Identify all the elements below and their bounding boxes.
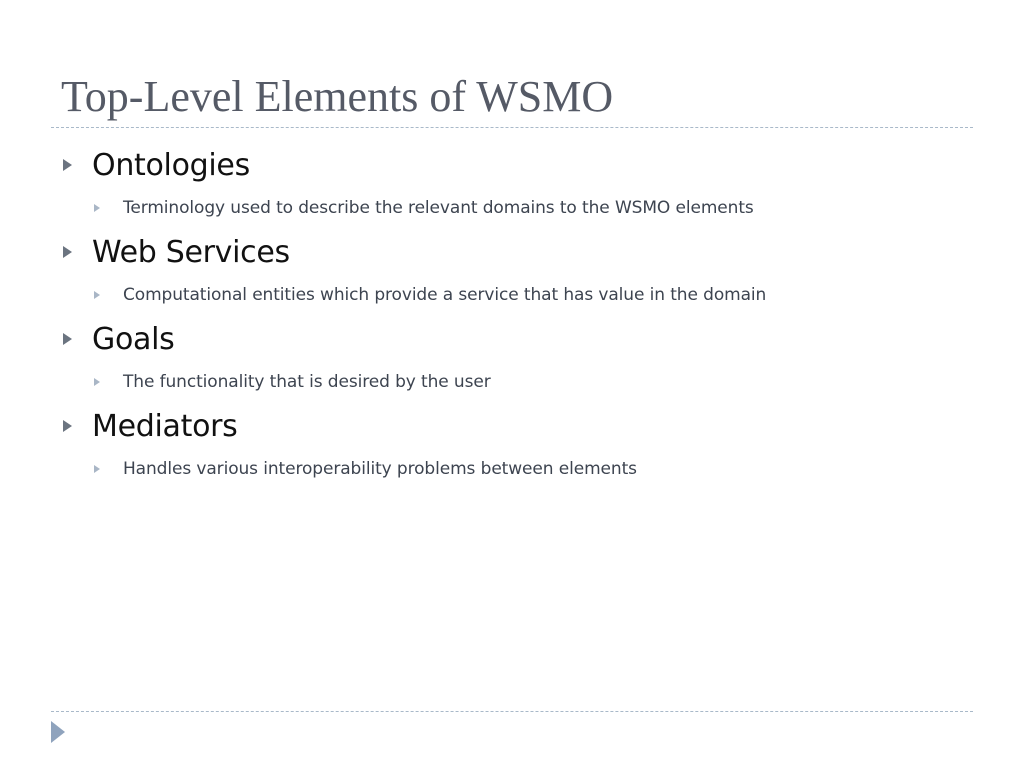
sub-bullet-item-web-services	[94, 283, 766, 307]
bullet-label: Web Services	[92, 234, 290, 270]
bullet-item-mediators	[63, 406, 237, 446]
bullet-label: Mediators	[92, 408, 238, 444]
triangle-right-icon	[63, 420, 72, 432]
footer-divider	[51, 711, 973, 712]
triangle-right-icon	[63, 246, 72, 258]
slide-title: Top-Level Elements of WSMO	[61, 72, 614, 121]
small-triangle-right-icon	[94, 291, 100, 299]
next-slide-arrow-icon[interactable]	[51, 721, 65, 743]
sub-bullet-item-goals	[94, 370, 491, 394]
small-triangle-right-icon	[94, 378, 100, 386]
sub-bullet-label: Computational entities which provide a service that has value in the domain	[123, 285, 767, 305]
bullet-label: Ontologies	[92, 147, 250, 183]
sub-bullet-label: The functionality that is desired by the user	[123, 372, 491, 392]
bullet-label: Goals	[92, 321, 175, 357]
small-triangle-right-icon	[94, 204, 100, 212]
sub-bullet-item-mediators	[94, 457, 637, 481]
small-triangle-right-icon	[94, 465, 100, 473]
sub-bullet-label: Handles various interoperability problems between elements	[123, 459, 637, 479]
sub-bullet-item-ontologies	[94, 196, 754, 220]
triangle-right-icon	[63, 159, 72, 171]
bullet-item-web-services	[63, 232, 290, 272]
triangle-right-icon	[63, 333, 72, 345]
sub-bullet-label: Terminology used to describe the relevant domains to the WSMO elements	[123, 198, 754, 218]
bullet-item-ontologies	[63, 145, 250, 185]
bullet-item-goals	[63, 319, 174, 359]
